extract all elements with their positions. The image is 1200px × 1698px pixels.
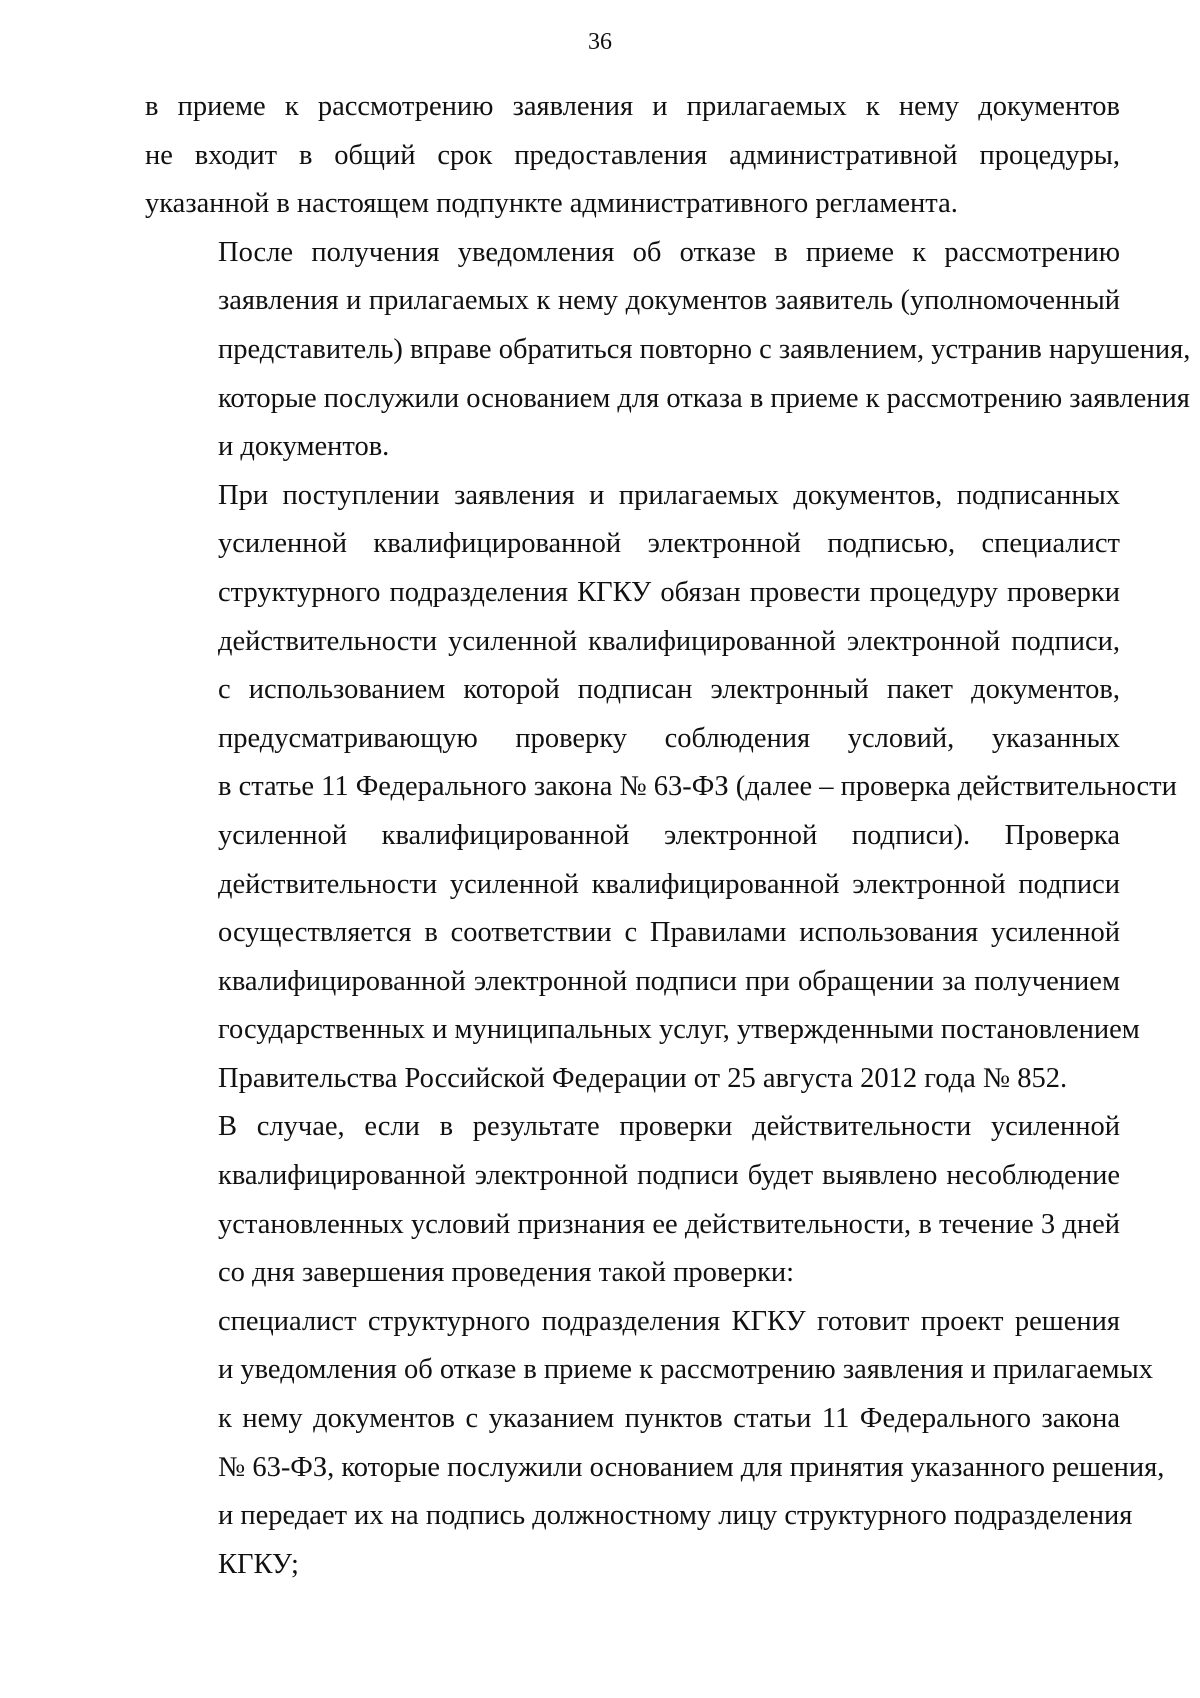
text-line: После получения уведомления об отказе в приеме к рассмотрению: [218, 236, 1120, 268]
text-line: к нему документов с указанием пунктов статьи 11 Федерального закона: [218, 1403, 1120, 1435]
text-line: и уведомления об отказе в приеме к рассмотрению заявления и прилагаемых: [218, 1354, 1153, 1386]
paragraph: [145, 229, 1191, 472]
text-line: квалифицированной электронной подписи при обращении за получением: [218, 965, 1120, 997]
text-line: заявления и прилагаемых к нему документов заявитель (уполномоченный: [218, 285, 1120, 317]
text-line: № 63-ФЗ, которые послужили основанием для принятия указанного решения,: [218, 1451, 1165, 1483]
paragraph: [145, 472, 1177, 1104]
text-line: и передает их на подпись должностному лицу структурного подразделения: [218, 1500, 1133, 1532]
paragraph: [145, 83, 1120, 229]
text-line: представитель) вправе обратиться повторно с заявлением, устранив нарушения,: [218, 333, 1191, 365]
text-line: При поступлении заявления и прилагаемых документов, подписанных: [218, 479, 1120, 511]
text-line: квалифицированной электронной подписи будет выявлено несоблюдение: [218, 1160, 1120, 1192]
text-line: в приеме к рассмотрению заявления и прилагаемых к нему документов: [145, 91, 1120, 122]
text-line: структурного подразделения КГКУ обязан провести процедуру проверки: [218, 576, 1120, 608]
text-line: осуществляется в соответствии с Правилами использования усиленной: [218, 917, 1120, 949]
text-line: действительности усиленной квалифицированной электронной подписи: [218, 868, 1120, 900]
text-line: усиленной квалифицированной электронной подписи). Проверка: [218, 819, 1120, 851]
text-line: действительности усиленной квалифицированной электронной подписи,: [218, 625, 1120, 657]
text-line: с использованием которой подписан электронный пакет документов,: [218, 674, 1120, 706]
text-line: государственных и муниципальных услуг, утвержденными постановлением: [218, 1014, 1140, 1046]
text-line: предусматривающую проверку соблюдения условий, указанных: [218, 722, 1120, 754]
text-line: не входит в общий срок предоставления административной процедуры,: [145, 139, 1120, 171]
text-line: в статье 11 Федерального закона № 63-ФЗ (далее – проверка действительности: [218, 771, 1177, 803]
text-line: указанной в настоящем подпункте административного регламента.: [145, 188, 958, 220]
text-line: Правительства Российской Федерации от 25 августа 2012 года № 852.: [218, 1062, 1068, 1094]
text-line: которые послужили основанием для отказа в приеме к рассмотрению заявления: [218, 382, 1190, 414]
text-line: усиленной квалифицированной электронной подписью, специалист: [218, 528, 1120, 560]
text-line: КГКУ;: [218, 1548, 299, 1580]
text-line: со дня завершения проведения такой проверки:: [218, 1257, 795, 1289]
document-body: [145, 83, 1191, 1589]
text-line: В случае, если в результате проверки действительности усиленной: [218, 1111, 1120, 1143]
text-line: специалист структурного подразделения КГКУ готовит проект решения: [218, 1305, 1120, 1337]
paragraph: [145, 1298, 1165, 1590]
text-line: и документов.: [218, 431, 390, 463]
paragraph: [145, 1103, 1120, 1297]
text-line: установленных условий признания ее действительности, в течение 3 дней: [218, 1208, 1120, 1240]
page-number: 36: [588, 29, 612, 55]
